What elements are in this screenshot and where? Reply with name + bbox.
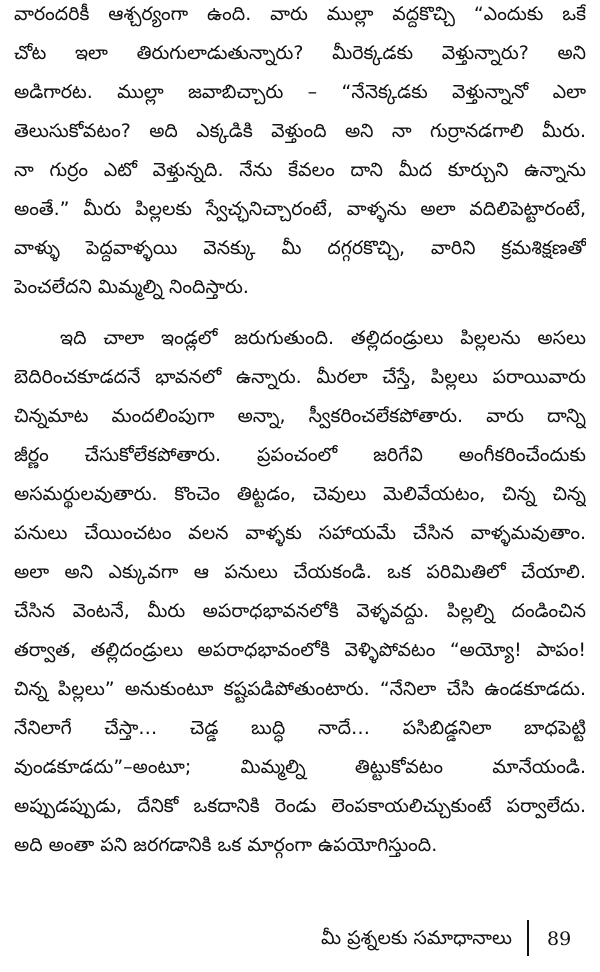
body-text — [14, 2, 586, 872]
paragraph-line: వాళ్ళు పెద్దవాళ్ళయి వెనక్కు మీ దగ్గరకొచ్చి, వారిని క్రమశిక్షణతో — [14, 237, 586, 259]
paragraph-line: వుండకూడదు”–అంటూ; మిమ్మల్ని తిట్టుకోవటం మానేయండి. — [14, 756, 586, 778]
paragraph-line: చిన్నమాట మందలింపుగా అన్నా, స్వీకరించలేకపోతారు. వారు దాన్ని — [14, 405, 586, 427]
paragraph-line: అడిగారట. ముల్లా జవాబిచ్చారు – “నేనెక్కడకు వెళ్తున్నానో ఎలా — [14, 81, 586, 103]
paragraph-2 — [14, 326, 586, 872]
paragraph-line: నా గుర్రం ఎటో వెళ్తున్నది. నేను కేవలం దాని మీద కూర్చుని ఉన్నాను — [14, 159, 586, 181]
paragraph-line: అలా అని ఎక్కువగా ఆ పనులు చేయకండి. ఒక పరిమితిలో చేయాలి. — [14, 561, 586, 583]
paragraph-line: జీర్ణం చేసుకోలేకపోతారు. ప్రపంచంలో జరిగేవి అంగీకరించేందుకు — [14, 444, 586, 466]
paragraph-line: చిన్న పిల్లలు” అనుకుంటూ కష్టపడిపోతుంటారు. “నేనిలా చేసి ఉండకూడదు. — [14, 678, 586, 700]
paragraph-line: తెలుసుకోవటం? అది ఎక్కడికి వెళ్తుంది అని నా గుర్రానడగాలి మీరు. — [14, 120, 586, 142]
page-number: 89 — [547, 928, 572, 950]
paragraph-line: పెంచలేదని మిమ్మల్ని నిందిస్తారు. — [14, 276, 249, 298]
footer-divider — [527, 920, 529, 956]
paragraph-line: వారందరికీ ఆశ్చర్యంగా ఉంది. వారు ముల్లా వద్దకొచ్చి “ఎందుకు ఒకే — [14, 3, 586, 25]
page-footer — [0, 918, 600, 958]
paragraph-line: బెదిరించకూడదనే భావనలో ఉన్నారు. మీరలా చేస్తే, పిల్లలు పరాయివారు — [14, 366, 586, 388]
paragraph-line: చేసిన వెంటనే, మీరు అపరాధభావనలోకి వెళ్ళవద్దు. పిల్లల్ని దండించిన — [14, 600, 586, 622]
paragraph-1 — [14, 2, 586, 314]
paragraph-line: ఇది చాలా ఇండ్లలో జరుగుతుంది. తల్లిదండ్రులు పిల్లలను అసలు — [60, 327, 586, 349]
paragraph-line: అంతే.” మీరు పిల్లలకు స్వేచ్ఛనిచ్చారంటే, వాళ్ళను అలా వదిలిపెట్టారంటే, — [14, 198, 586, 220]
paragraph-line: తర్వాత, తల్లిదండ్రులు అపరాధభావంలోకి వెళ్ళిపోవటం “అయ్యో! పాపం! — [14, 639, 586, 661]
running-title: మీ ప్రశ్నలకు సమాధానాలు — [321, 927, 512, 949]
paragraph-line: చోట ఇలా తిరుగులాడుతున్నారు? మీరెక్కడకు వెళ్తున్నారు? అని — [14, 42, 586, 64]
paragraph-line: అది అంతా పని జరగడానికి ఒక మార్గంగా ఉపయోగిస్తుంది. — [14, 834, 438, 856]
paragraph-line: పనులు చేయించటం వలన వాళ్ళకు సహాయమే చేసిన వాళ్ళమవుతాం. — [14, 522, 586, 544]
paragraph-line: అప్పుడప్పుడు, దేనికో ఒకదానికి రెండు లెంపకాయలిచ్చుకుంటే పర్వాలేదు. — [14, 795, 586, 817]
paragraph-line: నేనిలాగే చేస్తా… చెడ్డ బుద్ధి నాదే… పసిబిడ్డనిలా బాధపెట్టి — [14, 717, 586, 739]
paragraph-line: అసమర్థులవుతారు. కొంచెం తిట్టడం, చెవులు మెలివేయటం, చిన్న చిన్న — [14, 483, 586, 505]
paragraph-spacer — [14, 314, 586, 326]
